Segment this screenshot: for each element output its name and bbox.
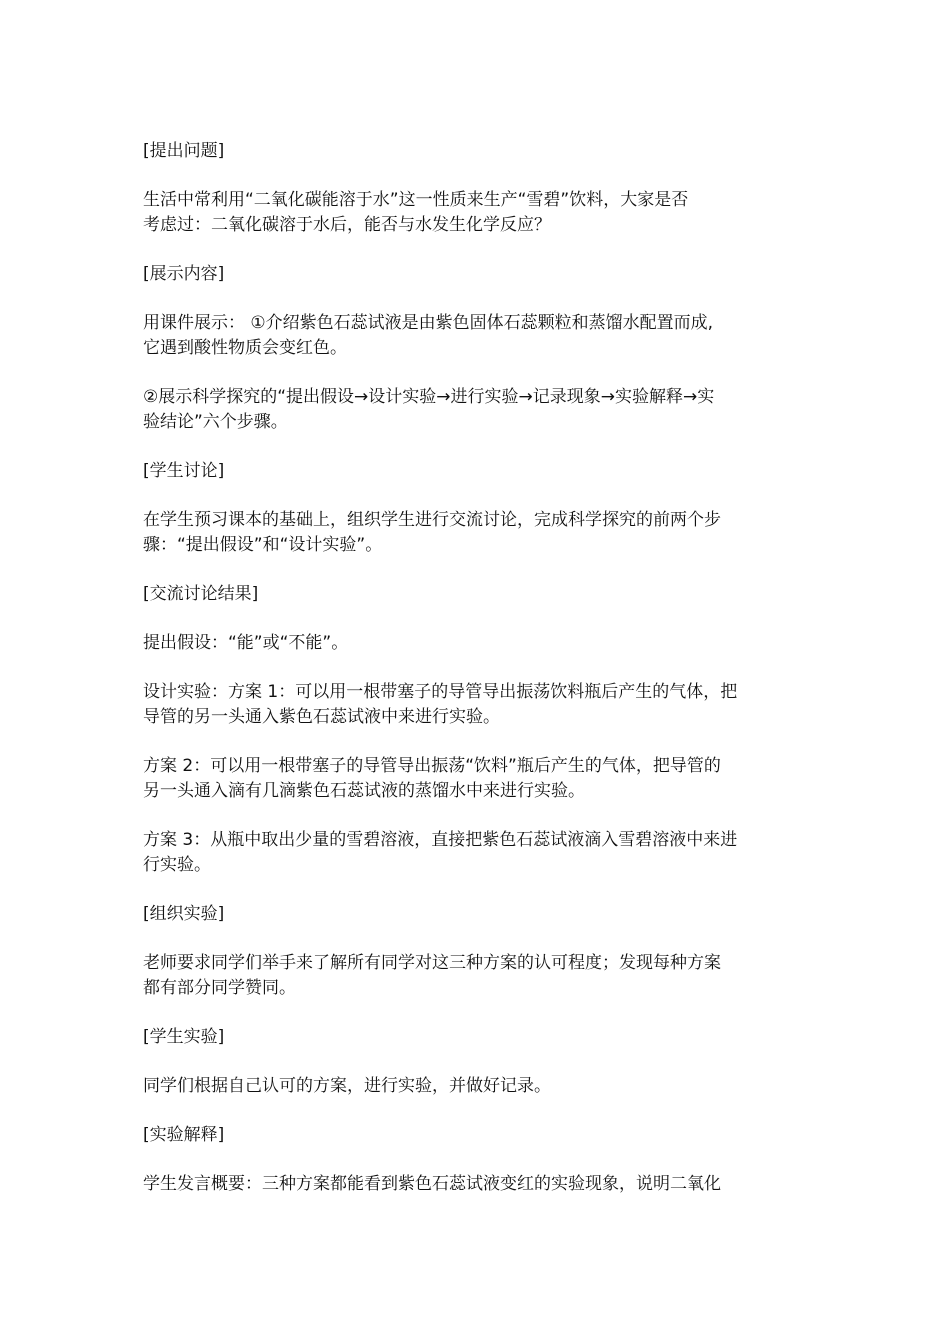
section-heading-raise-question: [提出问题] — [143, 141, 225, 161]
document-body — [143, 139, 811, 1221]
text-line: 它遇到酸性物质会变红色。 — [143, 338, 347, 358]
text-line: 用课件展示： ①介绍紫色石蕊试液是由紫色固体石蕊颗粒和蒸馏水配置而成, — [143, 313, 714, 333]
text-line: 导管的另一头通入紫色石蕊试液中来进行实验。 — [143, 707, 500, 727]
text-line: 老师要求同学们举手来了解所有同学对这三种方案的认可程度；发现每种方案 — [143, 953, 721, 973]
section-heading-discussion-results: [交流讨论结果] — [143, 584, 259, 604]
text-line: 同学们根据自己认可的方案，进行实验，并做好记录。 — [143, 1076, 551, 1096]
section-heading-organize-experiment: [组织实验] — [143, 904, 225, 924]
paragraph-plan-1 — [143, 680, 811, 730]
text-line: 提出假设：“能”或“不能”。 — [143, 633, 349, 653]
text-line: 方案 2：可以用一根带塞子的导管导出振荡“饮料”瓶后产生的气体，把导管的 — [143, 756, 721, 776]
section-heading-experiment-explanation: [实验解释] — [143, 1125, 225, 1145]
text-line: ②展示科学探究的“提出假设→设计实验→进行实验→记录现象→实验解释→实 — [143, 387, 715, 407]
paragraph-organize — [143, 951, 811, 1001]
paragraph-student-experiment — [143, 1074, 811, 1099]
paragraph-hypothesis — [143, 631, 811, 656]
text-line: 学生发言概要：三种方案都能看到紫色石蕊试液变红的实验现象，说明二氧化 — [143, 1174, 721, 1194]
text-line: 都有部分同学赞同。 — [143, 978, 296, 998]
text-line: 在学生预习课本的基础上，组织学生进行交流讨论，完成科学探究的前两个步 — [143, 510, 721, 530]
text-line: 骤：“提出假设”和“设计实验”。 — [143, 535, 383, 555]
section-heading-student-experiment: [学生实验] — [143, 1027, 225, 1047]
text-line: 行实验。 — [143, 855, 211, 875]
text-line: 生活中常利用“二氧化碳能溶于水”这一性质来生产“雪碧”饮料，大家是否 — [143, 190, 689, 210]
section-heading-show-content: [展示内容] — [143, 264, 225, 284]
text-line: 考虑过：二氧化碳溶于水后，能否与水发生化学反应？ — [143, 215, 551, 235]
text-line: 验结论”六个步骤。 — [143, 412, 288, 432]
paragraph-inquiry-steps — [143, 385, 811, 435]
text-line: 设计实验：方案 1：可以用一根带塞子的导管导出振荡饮料瓶后产生的气体，把 — [143, 682, 738, 702]
paragraph-question — [143, 188, 811, 238]
section-heading-student-discussion: [学生讨论] — [143, 461, 225, 481]
paragraph-plan-2 — [143, 754, 811, 804]
paragraph-courseware — [143, 311, 811, 361]
paragraph-discussion — [143, 508, 811, 558]
paragraph-explanation — [143, 1172, 811, 1197]
text-line: 方案 3：从瓶中取出少量的雪碧溶液，直接把紫色石蕊试液滴入雪碧溶液中来进 — [143, 830, 738, 850]
text-line: 另一头通入滴有几滴紫色石蕊试液的蒸馏水中来进行实验。 — [143, 781, 585, 801]
paragraph-plan-3 — [143, 828, 811, 878]
